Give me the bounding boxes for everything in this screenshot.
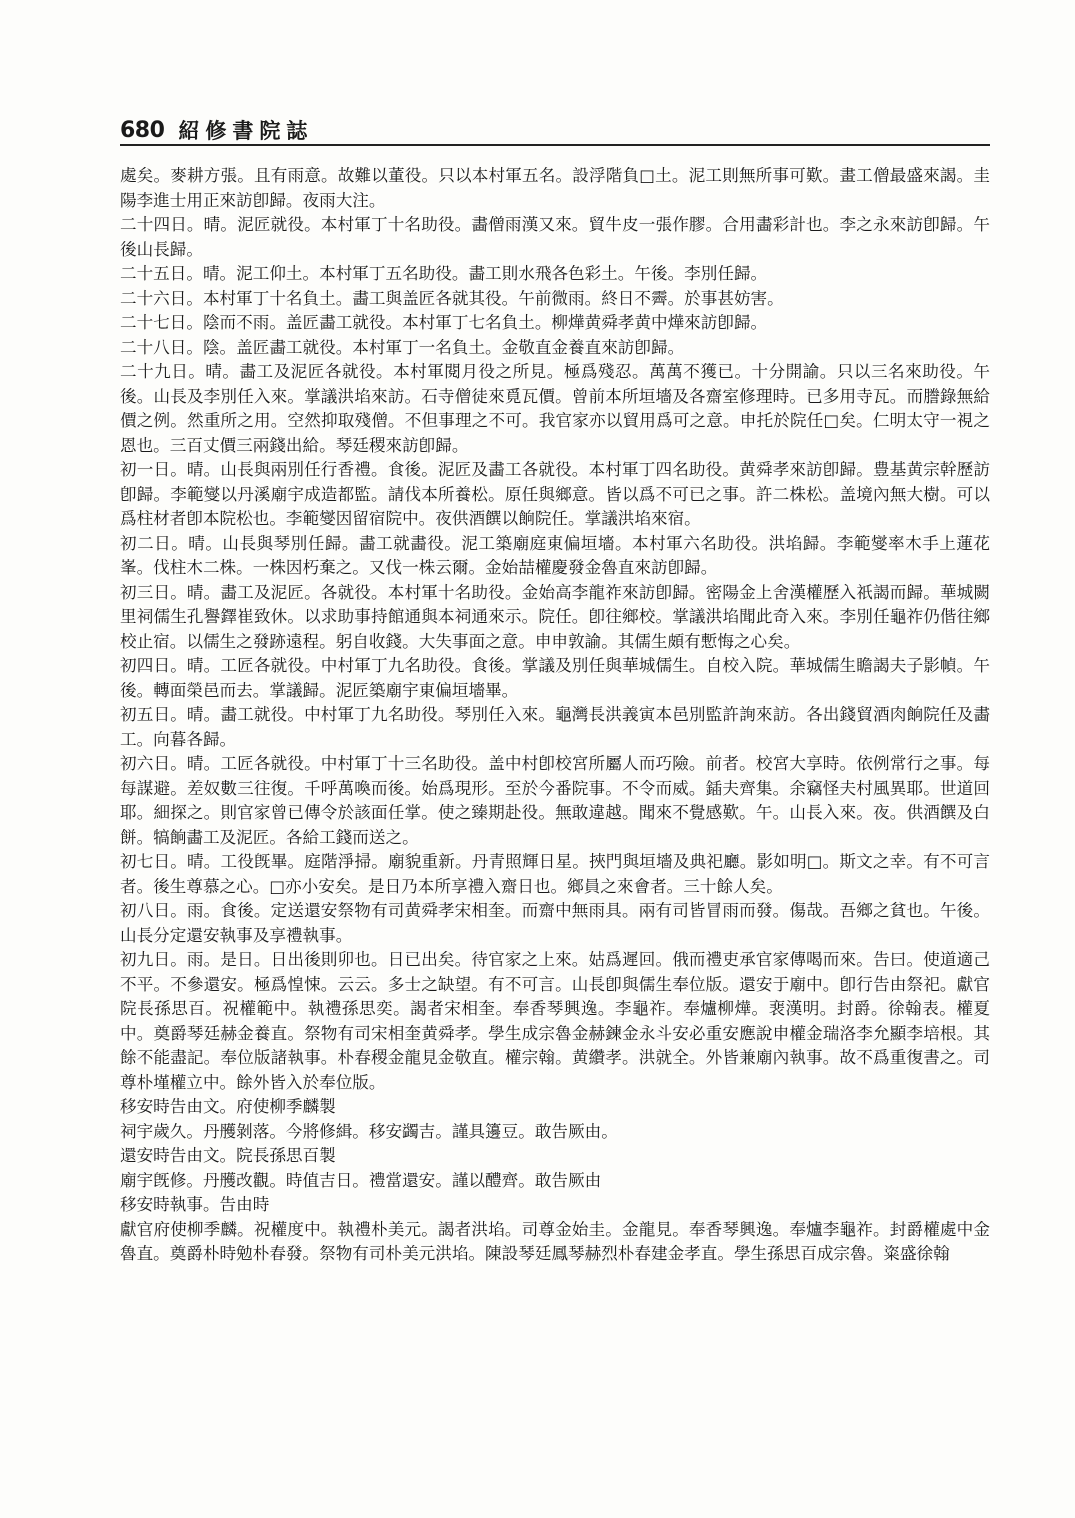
paragraph: 二十九日。晴。畵工及泥匠各就役。本村軍閱月役之所見。極爲殘忍。萬萬不獲已。十分開諭。只以三名來助役。午後。山長及李別任入來。掌議洪埳來訪。石寺僧徒來覓瓦價。曾前本所垣墻及各齋室修理時。已多用寺瓦。而謄錄無給價之例。然重所之用。空然抑取殘僧。不但事理之不可。我官家亦以貿用爲可之意。申托於院任□矣。仁明太守一視之恩也。三百丈價三兩錢出給。琴廷稷來訪卽歸。 <box>120 362 990 455</box>
paragraph: 還安時告由文。院長孫思百製 <box>120 1146 336 1165</box>
paragraph: 初七日。晴。工役旣畢。庭階淨掃。廟貌重新。丹青照輝日星。挾門與垣墻及典祀廳。影如明□。斯文之幸。有不可言者。後生尊慕之心。□亦小安矣。是日乃本所享禮入齋日也。鄉員之來會者。三十餘人矣。 <box>120 852 990 896</box>
body-text <box>120 164 990 1414</box>
paragraph: 二十五日。晴。泥工仰土。本村軍丁五名助役。畵工則水飛各色彩土。午後。李別任歸。 <box>120 264 768 283</box>
paragraph: 二十六日。本村軍丁十名負土。畵工與盖匠各就其役。午前微雨。終日不霽。於事甚妨害。 <box>120 288 784 308</box>
book-title: 紹修書院誌 <box>178 118 314 143</box>
paragraph: 祠宇歲久。丹雘剝落。今將修緝。移安蠲吉。謹具籩豆。敢告厥由。 <box>120 1121 618 1141</box>
paragraph: 初三日。晴。畵工及泥匠。各就役。本村軍十名助役。金始高李龍祚來訪卽歸。密陽金上舍漢權歷入祇謁而歸。華城闕里祠儒生孔譽鐸崔致休。以求助事持館通與本祠通來示。院任。卽往鄉校。掌議洪埳聞此奇入來。李別任龜祚仍偕往鄉校止宿。以儒生之發跡遠程。躬自收錢。大失事面之意。申申敦諭。其儒生頗有慙悔之心矣。 <box>120 582 990 651</box>
paragraph: 初六日。晴。工匠各就役。中村軍丁十三名助役。盖中村卽校宮所屬人而巧險。前者。校宮大享時。依例常行之事。每每謀避。差奴數三往復。千呼萬喚而後。始爲現形。至於今番院事。不令而威。鍤夫齊集。余竊怪夫村風異耶。世道回耶。細探之。則官家曾已傳令於該面任掌。使之臻期赴役。無敢違越。聞來不覺感歎。午。山長入來。夜。供酒饌及白餅。犒餉畵工及泥匠。各給工錢而送之。 <box>120 754 990 847</box>
paragraph: 二十七日。陰而不雨。盖匠畵工就役。本村軍丁七名負土。柳燁黄舜孝黄中燁來訪卽歸。 <box>120 313 768 332</box>
paragraph: 移安時執事。告由時 <box>120 1195 270 1214</box>
paragraph: 初二日。晴。山長與琴別任歸。畵工就畵役。泥工築廟庭東偏垣墻。本村軍六名助役。洪埳歸。李範燮率木手上蓮花峯。伐柱木二株。一株因朽棄之。又伐一株云爾。金始喆權慶發金魯直來訪卽歸。 <box>120 533 990 577</box>
paragraph: 初五日。晴。畵工就役。中村軍丁九名助役。琴別任入來。龜灣長洪義寅本邑別監許詢來訪。各出錢貿酒肉餉院任及畵工。向暮各歸。 <box>120 705 990 749</box>
paragraph: 初八日。雨。食後。定送還安祭物有司黄舜孝宋相奎。而齋中無雨具。兩有司皆冒雨而發。傷哉。吾鄉之貧也。午後。山長分定還安執事及享禮執事。 <box>120 901 990 945</box>
paragraph: 初一日。晴。山長與兩別任行香禮。食後。泥匠及畵工各就役。本村軍丁四名助役。黄舜孝來訪卽歸。豊基黄宗幹歷訪卽歸。李範燮以丹溪廟宇成造都監。請伐本所養松。原任與鄉意。皆以爲不可已之事。許二株松。盖境內無大樹。可以爲柱材者卽本院松也。李範燮因留宿院中。夜供酒饌以餉院任。掌議洪埳來宿。 <box>120 460 990 528</box>
paragraph: 二十四日。晴。泥匠就役。本村軍丁十名助役。畵僧雨漢又來。貿牛皮一張作膠。合用畵彩計也。李之永來訪卽歸。午後山長歸。 <box>120 215 990 259</box>
page-number: 680 <box>120 118 165 143</box>
paragraph: 初九日。雨。是日。日出後則卯也。日已出矣。待官家之上來。姑爲遲回。俄而禮吏承官家傳喝而來。告曰。使道適己不平。不參還安。極爲惶悚。云云。多士之缺望。有不可言。山長卽與儒生奉位版。還安于廟中。卽行告由祭祀。獻官院長孫思百。祝權範中。執禮孫思奕。謁者宋相奎。奉香琴興逸。李龜祚。奉爐柳燁。裵漢明。封爵。徐翰表。權夏中。奠爵琴廷赫金養直。祭物有司宋相奎黄舜孝。學生成宗魯金赫鍊金永斗安必重安應說申權金瑞洛李允顯李培根。其餘不能盡記。奉位版諸執事。朴春稷金龍見金敬直。權宗翰。黄纘孝。洪就全。外皆兼廟內執事。故不爲重復書之。司尊朴墐權立中。餘外皆入於奉位版。 <box>120 950 990 1092</box>
paragraph: 移安時告由文。府使柳季麟製 <box>120 1097 336 1116</box>
paragraph: 處矣。麥耕方張。且有雨意。故難以董役。只以本村軍五名。設浮階負□土。泥工則無所事可歎。畫工僧最盛來謁。圭陽李進士用正來訪卽歸。夜雨大注。 <box>120 166 990 210</box>
paragraph: 廟宇旣修。丹雘改觀。時值吉日。禮當還安。謹以醴齊。敢告厥由 <box>120 1170 602 1190</box>
paragraph: 二十八日。陰。盖匠畵工就役。本村軍丁一名負土。金敬直金養直來訪卽歸。 <box>120 337 685 357</box>
paragraph: 獻官府使柳季麟。祝權度中。執禮朴美元。謁者洪埳。司尊金始圭。金龍見。奉香琴興逸。奉爐李龜祚。封爵權處中金魯直。奠爵朴時勉朴春發。祭物有司朴美元洪埳。陳設琴廷鳳琴赫烈朴春建金孝直。學生孫思百成宗魯。粢盛徐翰 <box>120 1219 990 1263</box>
paragraph: 初四日。晴。工匠各就役。中村軍丁九名助役。食後。掌議及別任與華城儒生。自校入院。華城儒生瞻謁夫子影幀。午後。轉面榮邑而去。掌議歸。泥匠築廟宇東偏垣墻畢。 <box>120 656 990 700</box>
header-divider <box>120 144 990 146</box>
page-header <box>120 108 990 144</box>
